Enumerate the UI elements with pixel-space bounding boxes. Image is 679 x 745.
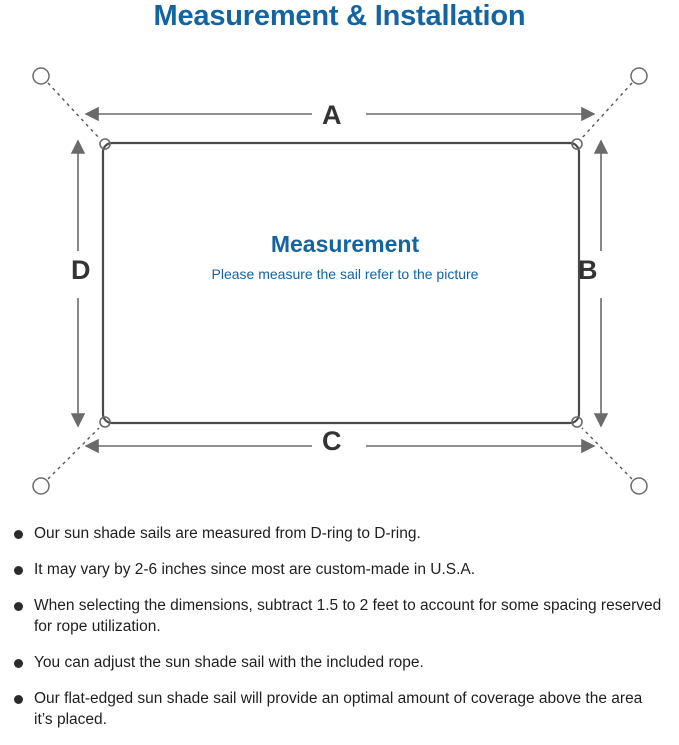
note-text: Our flat-edged sun shade sail will provide an optimal amount of coverage above the area it’s placed. [34, 689, 643, 728]
note-text: When selecting the dimensions, subtract 1.5 to 2 feet to account for some spacing reserved for rope utilization. [34, 596, 662, 635]
rope-bottom-left [48, 428, 99, 479]
measurement-heading: Measurement [270, 231, 420, 257]
note-text: Our sun shade sails are measured from D-ring to D-ring. [34, 525, 421, 542]
sail-shape [103, 143, 579, 423]
list-item [14, 689, 665, 731]
dimension-label-c: C [322, 426, 342, 456]
list-item [14, 653, 665, 674]
measurement-subtext: Please measure the sail refer to the picture [211, 266, 479, 282]
dimension-label-a: A [322, 100, 342, 130]
list-item [14, 596, 665, 638]
page-title: Measurement & Installation [153, 0, 526, 32]
note-text: You can adjust the sun shade sail with the included rope. [34, 653, 424, 671]
rope-top-left [48, 83, 99, 138]
dimension-label-b: B [578, 255, 598, 285]
list-item [14, 524, 665, 545]
anchor-point-top-left-icon [33, 68, 49, 84]
dimension-label-d: D [71, 255, 91, 285]
list-item [14, 560, 665, 581]
bullet-icon [14, 659, 23, 668]
anchor-point-bottom-right-icon [631, 478, 647, 494]
note-text: It may vary by 2-6 inches since most are custom-made in U.S.A. [34, 560, 476, 578]
diagram-center-text [105, 231, 585, 282]
notes-list [0, 524, 679, 745]
bullet-icon [14, 695, 23, 704]
bullet-icon [14, 530, 23, 539]
bullet-icon [14, 566, 23, 575]
anchor-point-top-right-icon [631, 68, 647, 84]
anchor-point-bottom-left-icon [33, 478, 49, 494]
measurement-diagram [0, 46, 679, 516]
bullet-icon [14, 602, 23, 611]
rope-bottom-right [582, 428, 632, 479]
rope-top-right [582, 83, 632, 138]
